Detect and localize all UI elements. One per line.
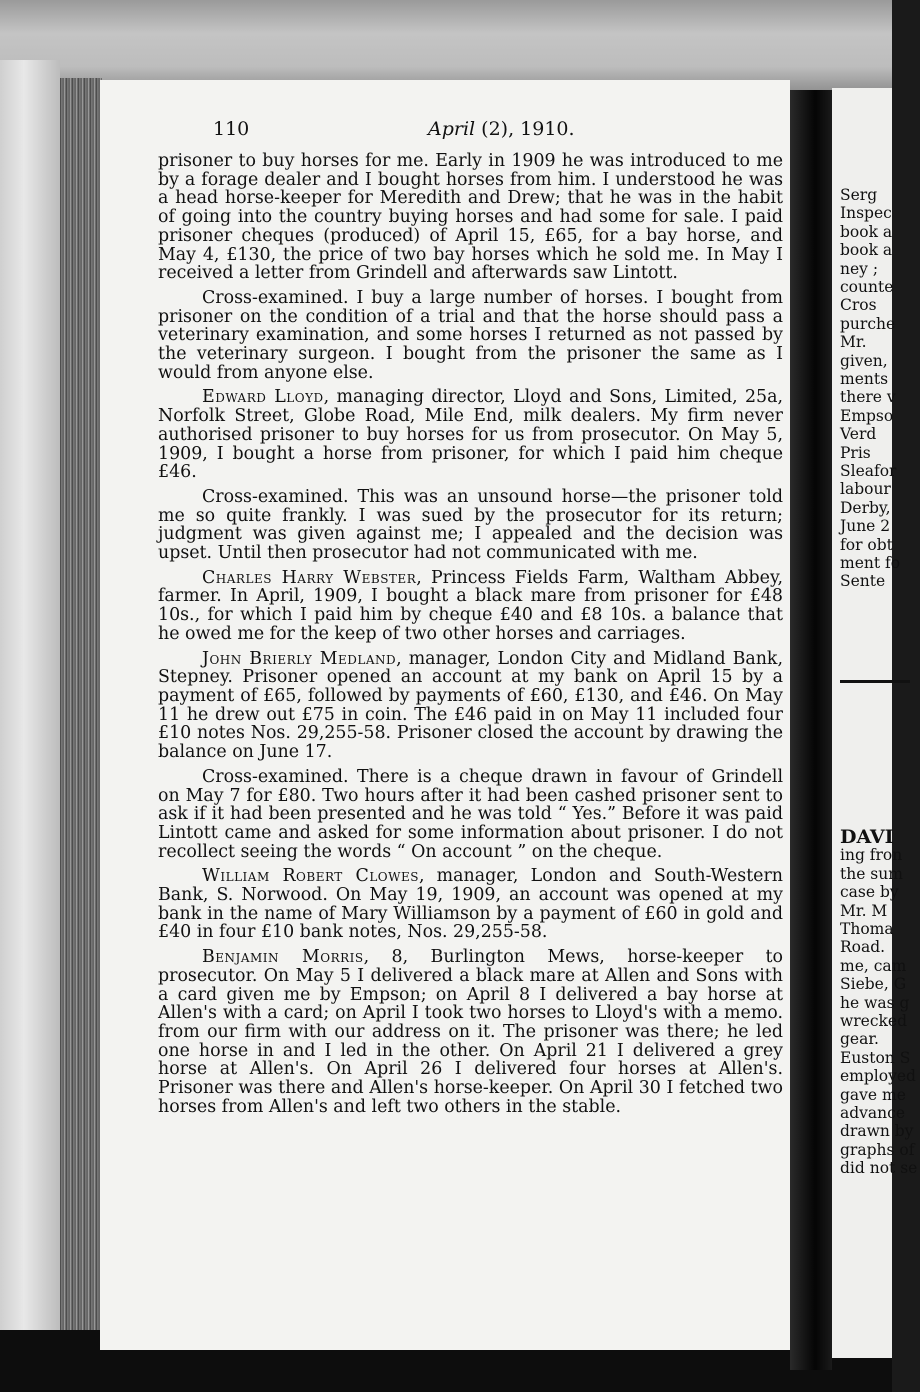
paragraph (158, 569, 783, 644)
adjacent-line: Euston S (840, 1048, 911, 1067)
adjacent-line: book a (840, 222, 893, 241)
paragraph-text: , manager, London City and Midland Bank, Stepney. Prisoner opened an account at my bank on April 15 by a payment of £65, followed by payments of £60, £130, and £46. On May 11 he drew out £75 in coin. The £46 paid in on May 11 included four £10 notes Nos. 29,255-58. Prisoner closed the account by drawing the balance on June 17. (158, 648, 783, 763)
running-head-date: (2), 1910. (481, 118, 575, 140)
adjacent-line: drawn by (840, 1122, 914, 1141)
adjacent-line: labour (840, 480, 891, 499)
adjacent-line: for obt (840, 535, 893, 554)
paragraph-text: prisoner to buy horses for me. Early in 1909 he was introduced to me by a forage dealer and I bought horses from him. I understood he was a head horse-keeper for Meredith and Drew; that he was in the habit of going into the country buying horses and had some for sale. I paid prisoner cheques (produced) of April 15, £65, for a bay horse, and May 4, £130, the price of two bay horses which he sold me. In May I received a letter from Grindell and afterwards saw Lintott. (158, 151, 783, 284)
paragraph-text: Cross-examined. This was an unsound horse—the prisoner told me so quite frankly. I was sued by the prosecutor for its return; judgment was given against me; I appealed and the decision was upset. Until then prosecutor had not communicated with me. (158, 486, 783, 564)
adjacent-line: given, (840, 351, 888, 370)
adjacent-line: Road. (840, 938, 886, 957)
adjacent-line: Derby, (840, 498, 891, 517)
paragraph (158, 768, 783, 862)
paragraph (158, 388, 783, 482)
paragraph (158, 488, 783, 563)
book-page-right (832, 88, 918, 1358)
adjacent-line: case by (840, 883, 899, 902)
page-number: 110 (213, 118, 250, 140)
adjacent-line: Siebe, G (840, 975, 907, 994)
adjacent-line: Pris (840, 443, 871, 462)
adjacent-line: there v (840, 388, 896, 407)
witness-name: Edward Lloyd (202, 387, 324, 408)
section-rule (840, 680, 910, 683)
adjacent-line: did not se (840, 1159, 918, 1178)
adjacent-line: me, cam (840, 956, 907, 975)
page-body (158, 110, 783, 1116)
paragraph-text: , manager, London and South-Western Bank, S. Norwood. On May 19, 1909, an account was opened at my bank in the name of Mary Williamson by a payment of £60 in gold and £40 in four £10 bank notes, Nos. 29,255-58. (158, 866, 783, 943)
adjacent-line: June 2 (840, 517, 891, 536)
paragraph-text: Cross-examined. There is a cheque drawn in favour of Grindell on May 7 for £80. Two hours after it had been cashed prisoner sent to ask if it had been presented and he was told “ Yes.” Before it was paid Lintott came and asked for some information about prisoner. I do not recollect seeing the words “ On account ” on the cheque. (158, 766, 783, 862)
book-gutter-shadow (790, 90, 832, 1370)
adjacent-line: the sum (840, 864, 903, 883)
adjacent-line: Sente (840, 572, 886, 591)
testimony-text (158, 152, 783, 1116)
page-header (158, 110, 783, 152)
adjacent-line: Cros (840, 296, 877, 315)
adjacent-line: DAVI (840, 826, 894, 848)
running-head-month: April (428, 118, 476, 140)
adjacent-line: Thoma (840, 920, 894, 938)
adjacent-line: Mr. M (840, 901, 888, 920)
adjacent-line: book a (840, 241, 893, 260)
adjacent-line: Sleafor (840, 462, 897, 480)
running-head (428, 118, 575, 140)
adjacent-line: Mr. (840, 333, 867, 352)
paragraph-text: Cross-examined. I buy a large number of horses. I bought from prisoner on the condition of a trial and that the horse should pass a veterinary examination, and some horses I returned as not passed by the veterinary surgeon. I bought from the prisoner the same as I would from anyone else. (158, 287, 783, 383)
adjacent-line: Inspec (840, 204, 892, 223)
adjacent-line: counte (840, 278, 894, 296)
book-page-left (100, 80, 790, 1350)
paragraph-text: , 8, Burlington Mews, horse-keeper to prosecutor. On May 5 I delivered a black mare at Allen and Sons with a card given me by Empson; on April 8 I delivered a bay horse at Allen's with a card; on April I took two horses to Lloyd's with a memo. from our firm with our address on it. The prisoner was there; he led one horse in and I led in the other. On April 21 I delivered a grey horse at Allen's. On April 26 I delivered four horses at Allen's. Prisoner was there and Allen's horse-keeper. On April 30 I fetched two horses from Allen's and left two others in the stable. (158, 947, 783, 1117)
paragraph (158, 948, 783, 1116)
adjacent-line: gave me (840, 1085, 906, 1104)
scan-left-margin (0, 60, 60, 1392)
witness-name: Charles Harry Webster (202, 567, 417, 588)
paragraph-text: , Princess Fields Farm, Waltham Abbey, farmer. In April, 1909, I bought a black mare from prisoner for £48 10s., for which I paid him by cheque £40 and £8 10s. a balance that he owed me for the keep of two other horses and carriages. (158, 567, 783, 644)
witness-name: William Robert Clowes (202, 866, 419, 887)
adjacent-line: wrecked (840, 1012, 908, 1030)
paragraph (158, 650, 783, 762)
paragraph (158, 152, 783, 283)
witness-name: Benjamin Morris (202, 947, 364, 968)
adjacent-line: employed (840, 1067, 916, 1086)
paragraph-text: , managing director, Lloyd and Sons, Limited, 25a, Norfolk Street, Globe Road, Mile End, milk dealers. My firm never authorised prisoner to buy horses for us from prosecutor. On May 5, 1909, I bought a horse from prisoner, for which I paid him cheque £46. (158, 387, 783, 483)
paragraph (158, 867, 783, 942)
adjacent-line: he was g (840, 993, 910, 1012)
adjacent-line: ment fo (840, 554, 901, 572)
adjacent-line: gear. (840, 1030, 879, 1049)
adjacent-line: ments (840, 370, 889, 388)
adjacent-line: Empso (840, 406, 894, 425)
book-page-edges (60, 78, 102, 1368)
adjacent-line: Verd (840, 425, 877, 444)
adjacent-line: Serg (840, 186, 878, 204)
adjacent-line: advance (840, 1104, 905, 1122)
adjacent-line: purche (840, 314, 896, 333)
adjacent-line: graphs of (840, 1140, 915, 1159)
paragraph (158, 289, 783, 383)
adjacent-line: ney ; (840, 259, 879, 278)
witness-name: John Brierly Medland (202, 648, 397, 669)
adjacent-line: ing fron (840, 846, 903, 865)
